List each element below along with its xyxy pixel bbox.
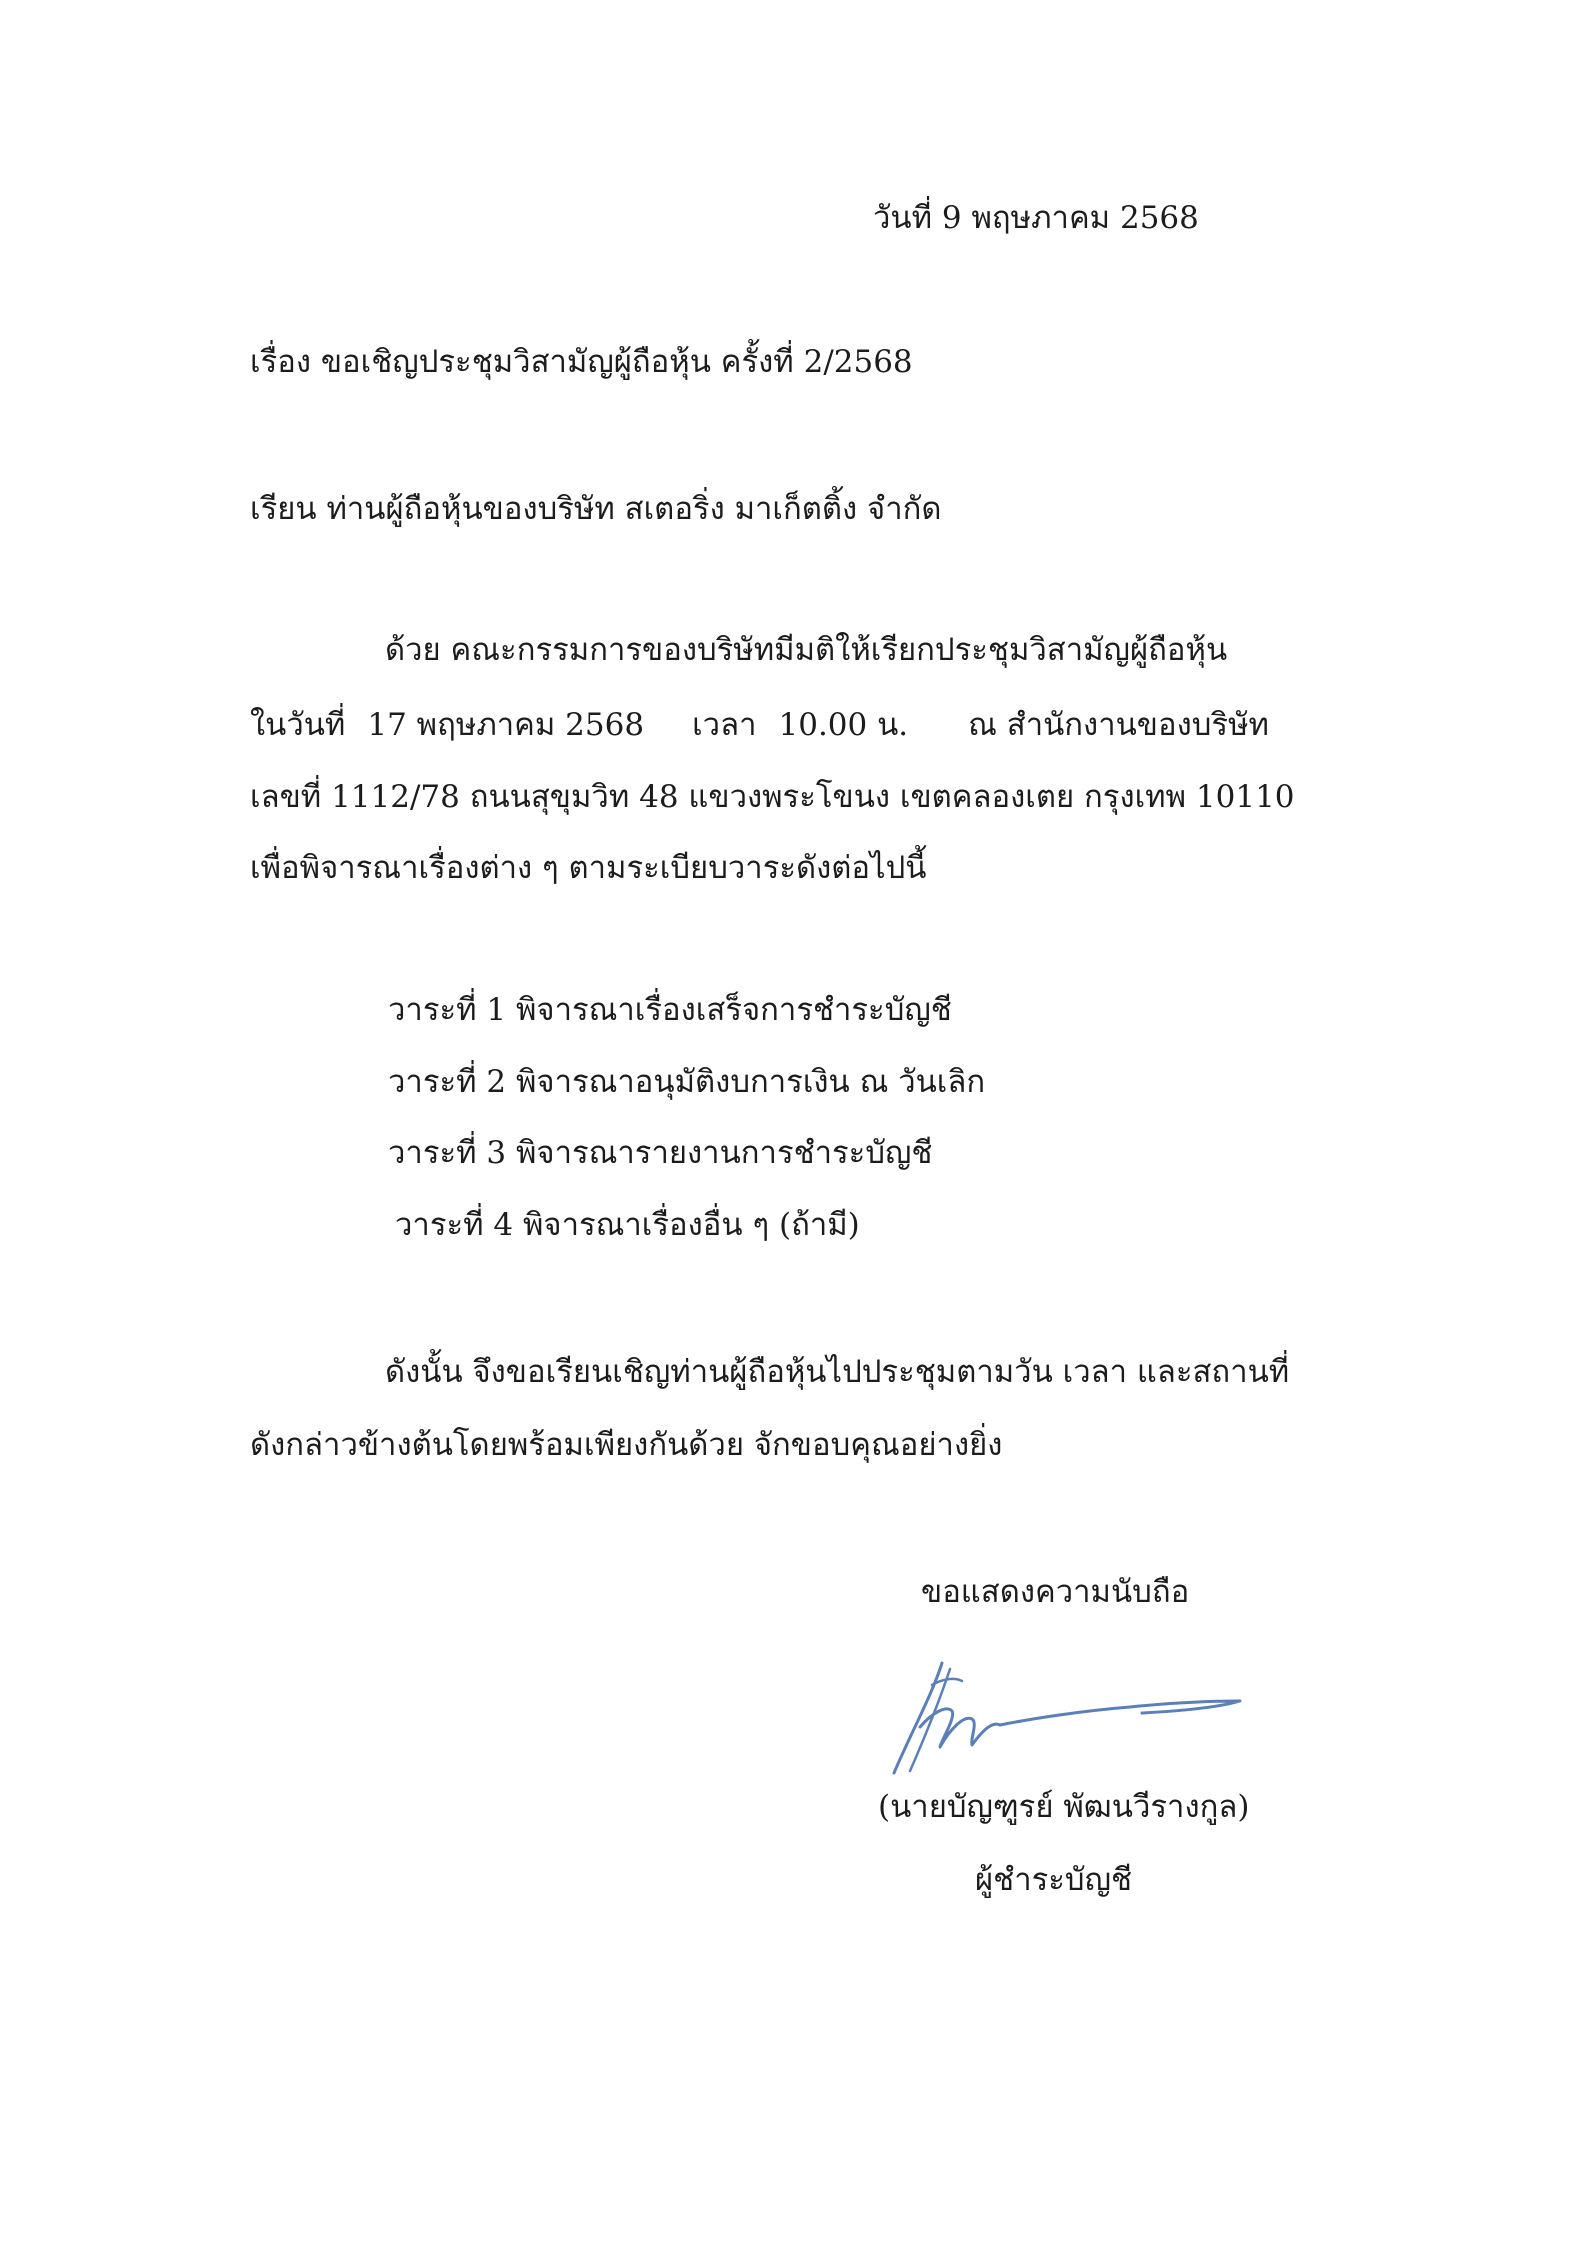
agenda-item: วาระที่ 2 พิจารณาอนุมัติงบการเงิน ณ วันเลิก	[388, 1064, 986, 1100]
handwritten-signature	[880, 1655, 1250, 1785]
meeting-date-label: ในวันที่	[250, 707, 346, 743]
body-paragraph-1-line-2	[250, 703, 1269, 747]
agenda-item: วาระที่ 3 พิจารณารายงานการชำระบัญชี	[388, 1135, 933, 1171]
signer-title: ผู้ชำระบัญชี	[975, 1862, 1133, 1898]
agenda-item: วาระที่ 1 พิจารณาเรื่องเสร็จการชำระบัญชี	[388, 992, 952, 1028]
meeting-place: ณ สำนักงานของบริษัท	[968, 707, 1269, 743]
agenda-item: วาระที่ 4 พิจารณาเรื่องอื่น ๆ (ถ้ามี)	[395, 1207, 860, 1243]
closing-phrase: ขอแสดงความนับถือ	[921, 1574, 1190, 1610]
letter-date: วันที่ 9 พฤษภาคม 2568	[873, 200, 1199, 236]
body-paragraph-1-line-4: เพื่อพิจารณาเรื่องต่าง ๆ ตามระเบียบวาระดังต่อไปนี้	[250, 850, 927, 886]
signer-name: (นายบัญฑูรย์ พัฒนวีรางกูล)	[878, 1789, 1250, 1825]
meeting-date-value: 17 พฤษภาคม 2568	[367, 707, 645, 743]
letter-salutation: เรียน ท่านผู้ถือหุ้นของบริษัท สเตอริ่ง มาเก็ตติ้ง จำกัด	[250, 491, 942, 527]
meeting-time-value: 10.00 น.	[778, 707, 909, 743]
body-paragraph-1-line-1: ด้วย คณะกรรมการของบริษัทมีมติให้เรียกประชุมวิสามัญผู้ถือหุ้น	[385, 632, 1228, 668]
body-paragraph-1-line-3: เลขที่ 1112/78 ถนนสุขุมวิท 48 แขวงพระโขนง เขตคลองเตย กรุงเทพ 10110	[250, 779, 1295, 815]
meeting-time-label: เวลา	[692, 707, 757, 743]
body-paragraph-2-line-1: ดังนั้น จึงขอเรียนเชิญท่านผู้ถือหุ้นไปประชุมตามวัน เวลา และสถานที่	[385, 1354, 1290, 1390]
body-paragraph-2-line-2: ดังกล่าวข้างต้นโดยพร้อมเพียงกันด้วย จักขอบคุณอย่างยิ่ง	[250, 1427, 1003, 1463]
letter-subject: เรื่อง ขอเชิญประชุมวิสามัญผู้ถือหุ้น ครั้งที่ 2/2568	[250, 344, 913, 380]
